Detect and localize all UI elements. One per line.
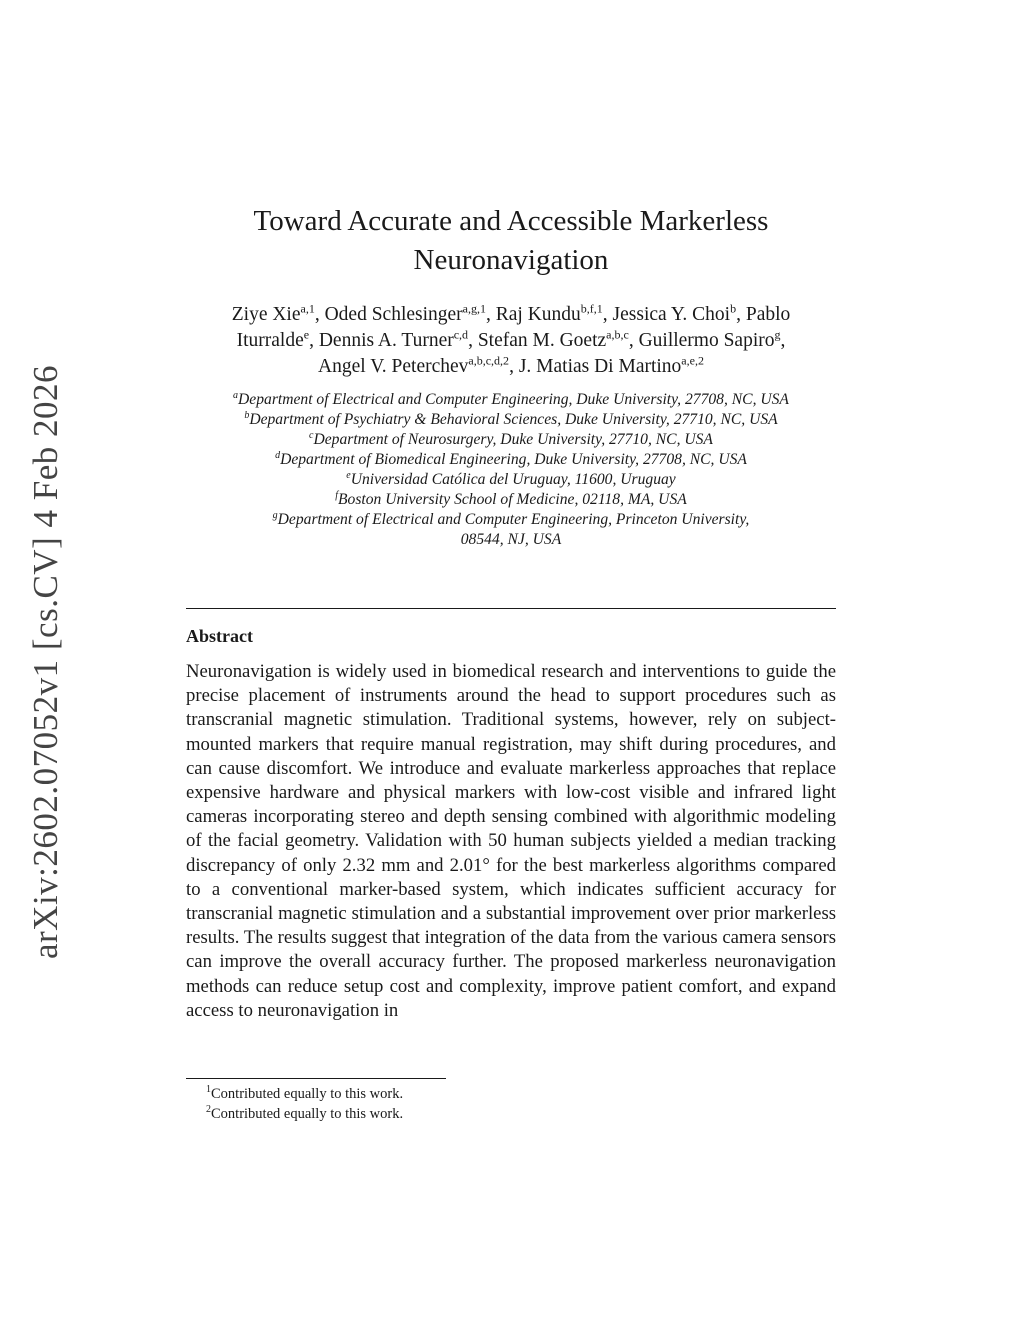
affiliation-item [186, 470, 836, 490]
author-list [186, 302, 836, 380]
author-line-1: Ziye Xie$^{a,1}$, Oded Schlesinger$^{a,g,1}$, Raj Kundu$^{b,f,1}$, Jessica Y. Choi$^b$, Pablo [231, 301, 791, 325]
author-affil-marks: a,1 [300, 301, 315, 316]
affiliation-text: Boston University School of Medicine, 02118, MA, USA [338, 491, 687, 508]
author-line-2: Iturralde$^e$, Dennis A. Turner$^{c,d}$, Stefan M. Goetz$^{a,b,c}$, Guillermo Sapiro$^g$, [236, 327, 786, 351]
footnote-text: Contributed equally to this work. [211, 1106, 404, 1122]
author-name: Dennis A. Turner [318, 330, 454, 351]
affiliation-item [186, 390, 836, 410]
affiliation-text: Department of Electrical and Computer Engineering, Duke University, 27708, NC, USA [238, 391, 789, 408]
footnote-item [206, 1084, 826, 1104]
author-affil-marks: b,f,1 [580, 301, 603, 316]
title-line-2: Neuronavigation [413, 244, 609, 276]
author-name: Stefan M. Goetz [477, 330, 607, 351]
affiliation-item [186, 450, 836, 470]
author-name: Guillermo Sapiro [638, 330, 775, 351]
author-affil-marks: c,d [453, 327, 469, 342]
author-name: Jessica Y. Choi [612, 304, 731, 325]
affiliation-text: Department of Psychiatry & Behavioral Sciences, Duke University, 27710, NC, USA [249, 411, 778, 428]
footnote-list [206, 1084, 826, 1124]
abstract-top-rule [186, 608, 836, 609]
abstract-body: Neuronavigation is widely used in biomedical research and interventions to guide the precise placement of instruments around the head to support procedures such as transcranial magnetic stimulation. Traditional systems, however, rely on subject-mounted markers that require manual registration, may shift during procedures, and can cause discomfort. We introduce and evaluate markerless approaches that replace expensive hardware and physical markers with low-cost visible and infrared light cameras incorporating stereo and depth sensing combined with algorithmic modeling of the facial geometry. Validation with 50 human subjects yielded a median tracking discrepancy of only 2.32 mm and 2.01° for the best markerless algorithms compared to a conventional marker-based system, which indicates sufficient accuracy for transcranial magnetic stimulation and a substantial improvement over prior markerless results. The results suggest that integration of the data from the various camera sensors can improve the overall accuracy further. The proposed markerless neuronavigation methods can reduce setup cost and complexity, improve patient comfort, and expand access to neuronavigation in [186, 661, 836, 1021]
author-name-part: Iturralde [236, 330, 304, 351]
title-line-1: Toward Accurate and Accessible Markerless [253, 205, 769, 237]
abstract-heading: Abstract [186, 626, 253, 646]
author-affil-marks: a,b,c,d,2 [468, 353, 510, 368]
author-affil-marks: g [774, 327, 781, 342]
footnote-item [206, 1104, 826, 1124]
affiliation-key: g [272, 509, 278, 521]
affiliation-text: Department of Neurosurgery, Duke University, 27710, NC, USA [313, 431, 713, 448]
author-affil-marks: a,e,2 [681, 353, 704, 368]
affiliation-item [186, 510, 836, 550]
footnote-mark: 2 [206, 1104, 211, 1116]
affiliation-list [186, 390, 836, 550]
paper-title [186, 202, 836, 280]
author-name: Angel V. Peterchev [318, 356, 469, 377]
arxiv-identifier: arXiv:2602.07052v1 [cs.CV] 4 Feb 2026 [26, 364, 65, 960]
author-affil-marks: a,b,c [606, 327, 629, 342]
author-affil-marks: e [303, 327, 310, 342]
affiliation-key: b [244, 409, 250, 421]
author-line-3: Angel V. Peterchev$^{a,b,c,d,2}$, J. Matias Di Martino$^{a,e,2}$ [318, 353, 704, 377]
author-affil-marks: a,g,1 [462, 301, 486, 316]
affiliation-text: Department of Electrical and Computer Engineering, Princeton University, 08544, NJ, USA [277, 511, 750, 548]
affiliation-item [186, 490, 836, 510]
author-name: J. Matias Di Martino [518, 356, 682, 377]
affiliation-item [186, 430, 836, 450]
affiliation-key: e [346, 469, 351, 481]
author-affil-marks: b [730, 301, 737, 316]
author-name-part: Pablo [745, 304, 791, 325]
affiliation-text: Department of Biomedical Engineering, Duke University, 27708, NC, USA [280, 451, 747, 468]
affiliation-key: d [275, 449, 281, 461]
affiliation-key: a [233, 389, 239, 401]
affiliation-item [186, 410, 836, 430]
affiliation-text: Universidad Católica del Uruguay, 11600, Uruguay [350, 471, 676, 488]
author-name: Raj Kundu [495, 304, 581, 325]
footnote-text: Contributed equally to this work. [211, 1086, 404, 1102]
author-name: Ziye Xie [231, 304, 301, 325]
affiliation-key: f [335, 489, 338, 501]
affiliation-key: c [309, 429, 314, 441]
author-name: Oded Schlesinger [324, 304, 463, 325]
footnote-rule [186, 1078, 446, 1079]
footnote-mark: 1 [206, 1084, 211, 1096]
